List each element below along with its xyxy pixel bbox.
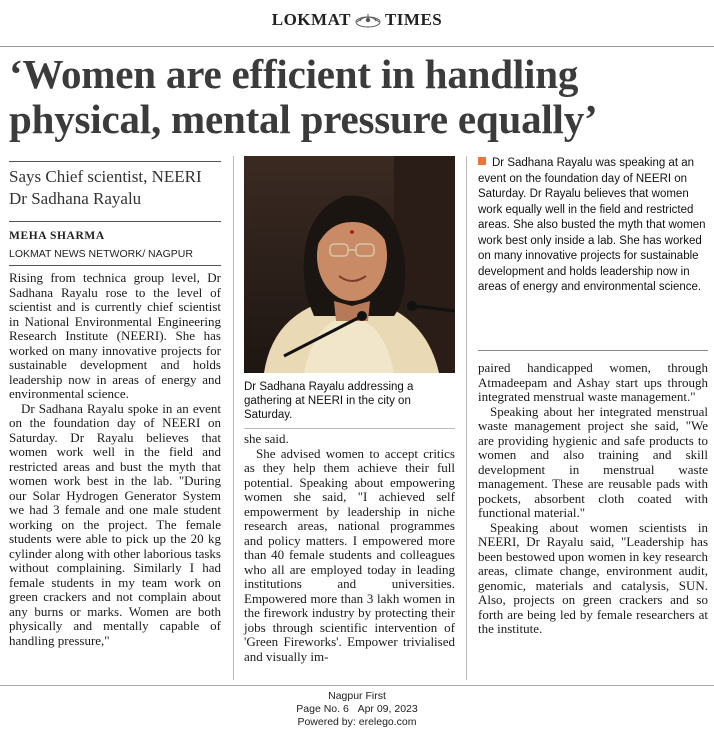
- article-column-2: [244, 432, 455, 664]
- column-divider: [233, 156, 234, 680]
- masthead-left: LOKMAT: [271, 10, 351, 29]
- highlight-text: Dr Sadhana Rayalu was speaking at an event on the foundation day of NEERI on Saturday. Dr Rayalu believes that women work equally well in the field and restricted areas. She also busted the myth that women work best only inside a lab. She has worked on many innovative projects for sustainable development and holds leadership now in areas of energy and environmental science.: [478, 157, 706, 293]
- peacock-emblem-icon: [354, 12, 382, 28]
- byline-name: MEHA SHARMA: [9, 230, 105, 242]
- photo-dr-sadhana-rayalu: [244, 156, 455, 373]
- paragraph: She advised women to accept critics as they help them achieve their full potential. Speaking about empowering women she said, "I achieved self empowerment by leadership in niche research areas, national programmes and policy matters. I empowered more than 40 female students and colleagues who all are employed today in leading institutions and universities. Empowered more than 3 lakh women in the firework industry by protecting their jobs through scientific intervention of 'Green Fireworks'. Empower trivialised and visually im-: [244, 445, 455, 664]
- article-column-3: [478, 361, 708, 637]
- deck: Says Chief scientist, NEERI Dr Sadhana Rayalu: [9, 167, 202, 208]
- highlight-rule: [478, 350, 708, 351]
- paragraph: Dr Sadhana Rayalu spoke in an event on the foundation day of NEERI on Saturday. Dr Rayalu believes that women work well in the field and restricted areas and bust the myth that women work best in the lab. "During our Solar Hydrogen Generator System we had 3 female and one male student working on the project. The female students were able to pick up the 20 kg cylinder along with other laborious tasks without complaining. Similarly I had female students in my team work on green crackers and not complain about any burns or marks. Women are both physically and mentally capable of handling pressure,": [9, 400, 221, 648]
- paragraph: Rising from technica group level, Dr Sadhana Rayalu rose to the level of scientist and is currently chief scientist in National Environmental Engineering Research Institute (NEERI). She has worked on many innovative projects for sustainable development and holds leadership now in areas of energy and environmental science.: [9, 270, 221, 401]
- photo-caption: Dr Sadhana Rayalu addressing a gathering at NEERI in the city on Saturday.: [244, 381, 414, 421]
- masthead-right: TIMES: [384, 10, 443, 29]
- footer-divider: [0, 685, 714, 686]
- portrait-illustration: [244, 156, 455, 373]
- deck-bottom-rule: [9, 221, 221, 222]
- highlight-box: [478, 156, 708, 296]
- footer-page: Page No. 6: [296, 703, 349, 715]
- caption-rule: [244, 428, 455, 429]
- page-footer: [0, 690, 714, 729]
- footer-powered[interactable]: Powered by: erelego.com: [297, 716, 417, 728]
- headline: ‘Women are efficient in handling physical, mental pressure equally’: [9, 51, 598, 142]
- deck-top-rule: [9, 161, 221, 162]
- footer-section: Nagpur First: [328, 690, 386, 702]
- byline-rule: [9, 265, 221, 266]
- byline-org: LOKMAT NEWS NETWORK/ NAGPUR: [9, 248, 193, 260]
- footer-page-date: [0, 703, 714, 716]
- article-column-1: [9, 271, 221, 648]
- paragraph: paired handicapped women, through Atmadeepam and Ashay start ups through integrated menstrual waste management.": [478, 360, 708, 404]
- paragraph: Speaking about women scientists in NEERI, Dr Rayalu said, "Leadership has been bestowed upon women in key research areas, climate change, environment audit, genomic, materials and catalysis, SUN. Also, projects on green crackers and so forth are being led by female researchers at the institute.: [478, 519, 708, 636]
- paragraph: Speaking about her integrated menstrual waste management project she said, "We are providing hygienic and safe products to women and also training and skill development in menstrual waste management. These are reusable pads with pockets, absorbent cloth coated with functional material.": [478, 403, 708, 520]
- paragraph: she said.: [244, 431, 289, 446]
- masthead-divider: [0, 46, 714, 47]
- column-divider: [466, 156, 467, 680]
- masthead: [0, 10, 714, 40]
- bullet-square-icon: [478, 157, 486, 165]
- footer-date: Apr 09, 2023: [357, 703, 418, 715]
